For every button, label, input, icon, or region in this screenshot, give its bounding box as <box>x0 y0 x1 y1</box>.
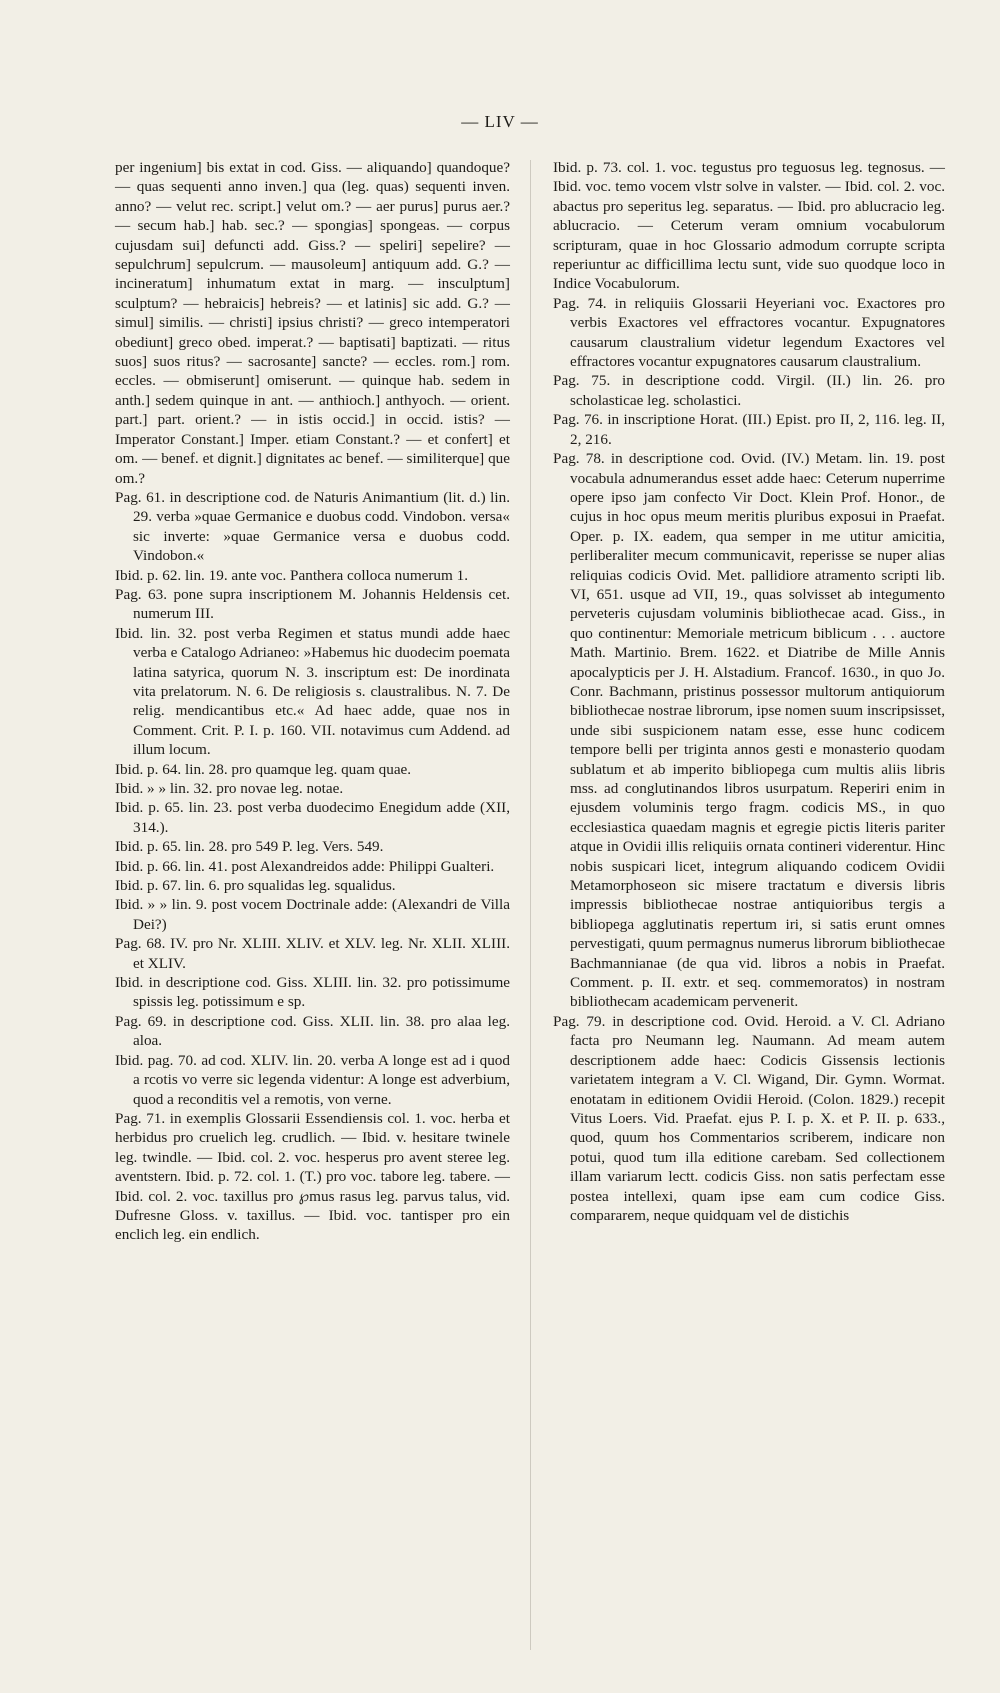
right-intro-paragraph: Ibid. p. 73. col. 1. voc. tegustus pro teguosus leg. tegnosus. — Ibid. voc. temo vocem vlstr solve in valster. — Ibid. col. 2. voc. abactus pro seperitus leg. separatus. — Ibid. pro ablucracio leg. ablucracio. — Ceterum veram omnium vocabulorum scripturam, quae in hoc Glossario admodum corrupte scripta reperiuntur ac difficillima lectu sunt, vide suo quodque loco in Indice Vocabulorum. <box>553 159 945 293</box>
right-entry: Pag. 79. in descriptione cod. Ovid. Heroid. a V. Cl. Adriano facta pro Neumann leg. Naumann. Ad meam autem descriptionem adde haec: Codicis Gissensis lectionis varietatem integram a V. Cl. Wigand, Dir. Gymn. Wormat. enotatam in editionem Ovidii Heroid. (Colon. 1829.) recepit Vitus Loers. Vid. Praefat. ejus P. I. p. X. et P. II. p. 633., quod, quum hos Commentarios scriberem, indicare non potui, quod tum illa editione carebam. Sed collectionem illam variarum lectt. codicis Giss. non satis perfectam esse postea intellexi, quam ipse eam cum codice Giss. compararem, neque quidquam vel de distichis <box>553 1012 945 1224</box>
left-entry: Ibid. p. 65. lin. 23. post verba duodecimo Enegidum adde (XII, 314.). <box>115 799 510 836</box>
right-entry: Pag. 75. in descriptione codd. Virgil. (II.) lin. 26. pro scholasticae leg. scholastici. <box>553 372 945 409</box>
right-entry: Pag. 74. in reliquiis Glossarii Heyeriani voc. Exactores pro verbis Exactores vel effractores vocantur. Expugnatores causarum claustralium videtur legendum Exactores vel effractores vocantur expugnatores causarum claustralium. <box>553 294 945 371</box>
left-intro-paragraph: per ingenium] bis extat in cod. Giss. — aliquando] quandoque? — quas sequenti anno inven.] qua (leg. quas) sequenti inven. anno? — velut rec. script.] velut om.? — aer purus] purus aer.? — secum hab.] hab. sec.? — spongias] spongeas. — corpus cujusdam sui] defuncti add. Giss.? — speliri] sepelire? — sepulchrum] sepulcrum. — mausoleum] antiquum add. G.? — incineratum] inhumatum extat in marg. — insculptum] sculptum? — hebraicis] hebreis? — et latinis] sic add. G.? — simul] similis. — christi] ipsius christi? — greco intemperatori obediunt] greco obed. imperat.? — baptisati] baptizati. — ritus suos] suos ritus? — sacrosante] sancte? — eccles. rom.] rom. eccles. — obmiserunt] omiserunt. — quinque hab. sedem in anth.] sedem quinque in ant. — anthioch.] anthyoch. — orient. part.] part. orient.? — in istis occid.] in occid. istis? — Imperator Constant.] Imper. etiam Constant.? — et confert] et om. — benef. et dignit.] dignitates ac benef. — similiterque] que om.? <box>115 159 510 487</box>
left-entry: Ibid. p. 62. lin. 19. ante voc. Panthera colloca numerum 1. <box>115 566 469 584</box>
left-entry: Pag. 63. pone supra inscriptionem M. Johannis Heldensis cet. numerum III. <box>115 585 510 623</box>
left-tail-paragraph: Pag. 71. in exemplis Glossarii Essendiensis col. 1. voc. herba et herbidus pro cruelich leg. crudlich. — Ibid. v. hesitare twinele leg. twindle. — Ibid. col. 2. voc. hesperus pro avent steree leg. aventstern. Ibid. p. 72. col. 1. (T.) pro voc. tabore leg. tabere. — Ibid. col. 2. voc. taxillus pro ℘mus rasus leg. parvus talus, vid. Dufresne Gloss. v. taxillus. — Ibid. voc. tantisper pro ein enclich leg. ein endlich. <box>115 1109 510 1244</box>
left-entry: Pag. 61. in descriptione cod. de Naturis Animantium (lit. d.) lin. 29. verba »quae Germanice e duobus codd. Vindobon. versa« sic inverte: »quae Germanice versa e duobus codd. Vindobon.« <box>115 488 510 565</box>
left-entry: Ibid. p. 67. lin. 6. pro squalidas leg. squalidus. <box>115 877 396 895</box>
left-entry: Ibid. pag. 70. ad cod. XLIV. lin. 20. verba A longe est ad i quod a rcotis vo verre sic legenda videntur: A longe est adverbium, quod a reconditis vel a remotis, von verne. <box>115 1051 510 1108</box>
left-column <box>115 158 510 1245</box>
column-divider <box>530 160 531 1650</box>
page-header: — LIV — <box>461 112 539 131</box>
left-entry: Ibid. p. 65. lin. 28. pro 549 P. leg. Vers. 549. <box>115 838 384 856</box>
right-entry: Pag. 78. in descriptione cod. Ovid. (IV.) Metam. lin. 19. post vocabula adnumerandus esset adde haec: Ceterum nuperrime opere ipso jam confecto Vir Doct. Klein Prof. Honor., de cujus in hoc opus meum meritis pluribus exposui in Praefat. Oper. p. IX. eadem, qua semper in me utitur amicitia, perliberaliter mecum communicavit, reperisse se nuper alias reliquias codicis Ovid. Met. pallidiore atramento scripti lib. VI, 651. usque ad VII, 19., quas solvisset ab integumento perveteris cujusdam voluminis bibliothecae acad. Giss., in quo continentur: Memoriale metricum biblicum . . . auctore Math. Martinio. Brem. 1622. et Diatribe de Mille Annis apocalypticis per J. H. Alstadium. Francof. 1630., in quo Jo. Conr. Bachmann, pristinus possessor multorum antiquiorum bibliothecae nostrae librorum, ipse nomen suum inscripsisset, unde sibi suspicionem natam esse, esse hunc codicem tempore belli per triginta annos gesti e monasterio quodam sublatum et ab imperito bibliopega cum multis aliis libris mss. ad conglutinandos libros usurpatum. Reperiri enim in ejusdem voluminis tergo fragm. codicis MS., in quo ecclesiastica quaedam magnis et egregie pictis literis pariter atque in Ovidii illis reliquiis ornata contineri viderentur. Hinc nobis suspicari licet, integrum aliquando codicem Ovidii Metamorphoseon sic misere tractatum e diversis libris impressis bibliothecae nostrae antiquioribus tergis a bibliopega agglutinatis repertum iri, si satis erunt omnes pervestigati, quum permagnus numerus librorum bibliothecae Bachmannianae (de qua vid. libros a nobis in Praefat. Comment. p. II. extr. et seq. commemoratos) in nostram bibliothecam academicam pervenerit. <box>553 450 945 1011</box>
left-entry: Pag. 68. IV. pro Nr. XLIII. XLIV. et XLV. leg. Nr. XLII. XLIII. et XLIV. <box>115 935 510 972</box>
left-entry: Ibid. » » lin. 32. pro novae leg. notae. <box>115 780 344 797</box>
right-entry: Pag. 76. in inscriptione Horat. (III.) Epist. pro II, 2, 116. leg. II, 2, 216. <box>553 411 945 448</box>
right-column <box>553 158 945 1225</box>
left-entry: Ibid. » » lin. 9. post vocem Doctrinale adde: (Alexandri de Villa Dei?) <box>115 896 510 933</box>
left-entry: Ibid. lin. 32. post verba Regimen et status mundi adde haec verba e Catalogo Adrianeo: »Habemus hic duodecim poemata latina satyrica, quorum N. 3. inscriptum est: De inordinata vita prelatorum. N. 6. De religiosis s. claustralibus. N. 7. De relig. mendicantibus etc.« Ad haec adde, quae nos in Comment. Crit. P. I. p. 160. VII. notavimus cum Addend. ad illum locum. <box>115 624 510 759</box>
left-entry: Ibid. p. 66. lin. 41. post Alexandreidos adde: Philippi Gualteri. <box>115 857 495 875</box>
left-entry: Ibid. in descriptione cod. Giss. XLIII. lin. 32. pro potissimume spissis leg. potissimum e sp. <box>115 974 510 1011</box>
left-entry: Pag. 69. in descriptione cod. Giss. XLII. lin. 38. pro alaa leg. aloa. <box>115 1012 510 1050</box>
left-entry: Ibid. p. 64. lin. 28. pro quamque leg. quam quae. <box>115 760 412 778</box>
